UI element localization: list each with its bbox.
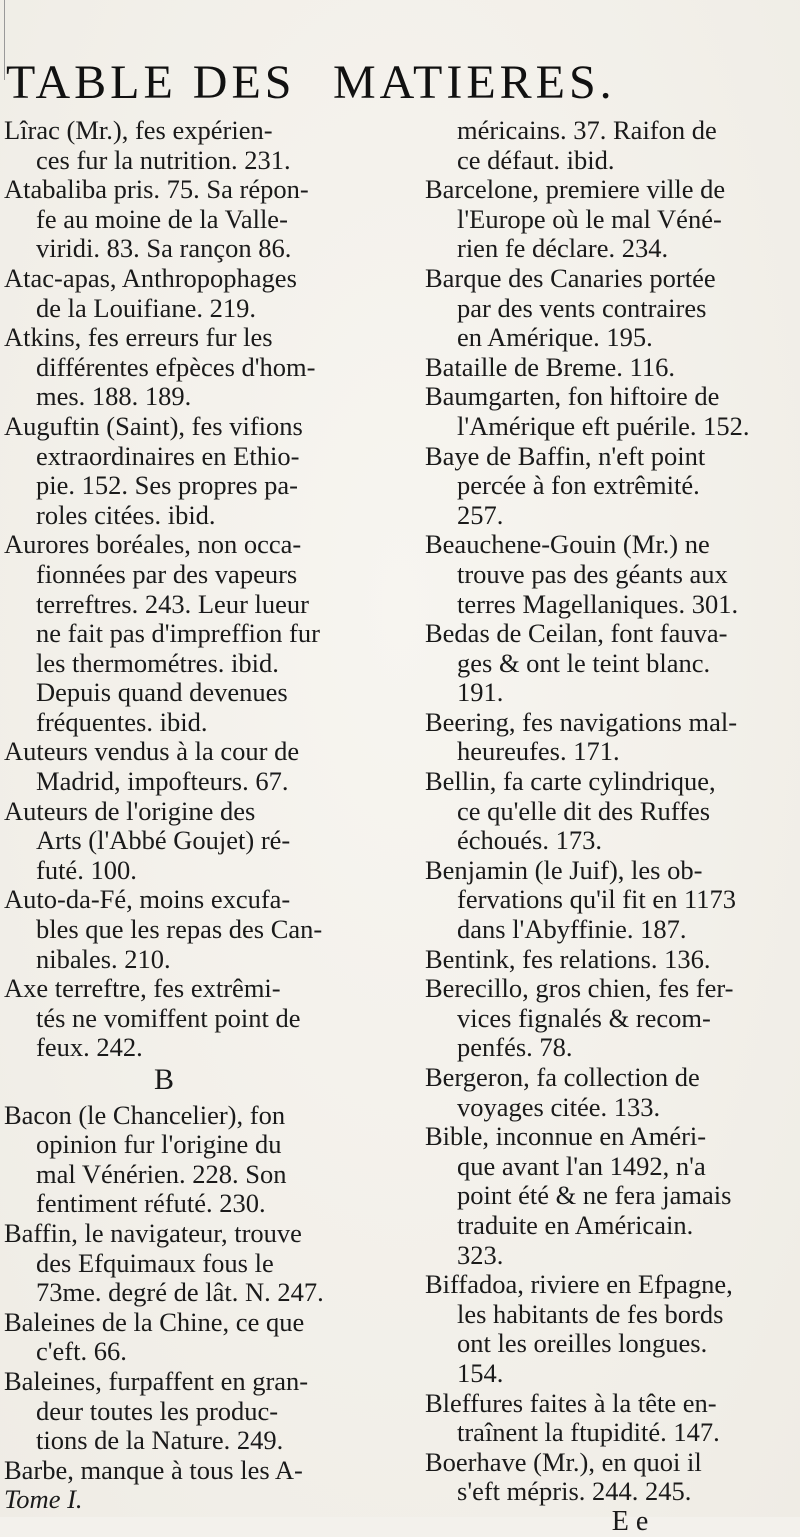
index-entry-line: voyages citée. 133. bbox=[457, 1091, 661, 1122]
index-entry-line: viridi. 83. Sa rançon 86. bbox=[36, 233, 292, 264]
index-entry bbox=[425, 619, 795, 708]
index-entry-line: Boerhave (Mr.), en quoi il bbox=[425, 1446, 702, 1477]
index-entry-line: 191. bbox=[457, 677, 504, 708]
page-header bbox=[0, 55, 800, 115]
index-entry bbox=[4, 797, 324, 886]
index-entry-line: l'Europe où le mal Véné- bbox=[457, 203, 722, 234]
index-entry-line: que avant l'an 1492, n'a bbox=[457, 1150, 706, 1181]
index-entry bbox=[4, 1367, 324, 1456]
index-entry-line: Berecillo, gros chien, fes fer- bbox=[425, 973, 734, 1004]
index-entry bbox=[425, 1122, 795, 1270]
index-entry-line: fe au moine de la Valle- bbox=[36, 203, 288, 234]
index-entry-line: vices fignalés & recom- bbox=[457, 1002, 711, 1033]
index-entry-line: Aurores boréales, non occa- bbox=[4, 529, 302, 560]
index-entry-line: Bataille de Breme. 116. bbox=[425, 351, 675, 382]
index-entry-line: ont les oreilles longues. bbox=[457, 1328, 708, 1359]
index-entry-line: futé. 100. bbox=[36, 854, 137, 885]
index-entry-line: Barcelone, premiere ville de bbox=[425, 174, 726, 205]
index-entry-line: Bacon (le Chancelier), fon bbox=[4, 1099, 286, 1130]
index-entry-line: Atac-apas, Anthropophages bbox=[4, 262, 297, 293]
index-entry-line: Bible, inconnue en Améri- bbox=[425, 1121, 707, 1152]
index-entry bbox=[4, 1456, 324, 1486]
index-entry-line: des Efquimaux fous le bbox=[36, 1247, 274, 1278]
index-entry-line: Beering, fes navigations mal- bbox=[425, 706, 738, 737]
index-entry-line: Atabaliba pris. 75. Sa répon- bbox=[4, 174, 309, 205]
index-entry-line: Auteurs vendus à la cour de bbox=[4, 736, 300, 767]
index-entry-line: terreftres. 243. Leur lueur bbox=[36, 588, 309, 619]
index-entry-line: Bentink, fes relations. 136. bbox=[425, 943, 711, 974]
index-entry bbox=[425, 530, 795, 619]
index-entry-line: Baffin, le navigateur, trouve bbox=[4, 1217, 302, 1248]
index-entry-line: Barque des Canaries portée bbox=[425, 262, 716, 293]
index-entry-line: fervations qu'il fit en 1173 bbox=[457, 884, 737, 915]
index-entry bbox=[4, 175, 324, 264]
index-entry-line: opinion fur l'origine du bbox=[36, 1129, 282, 1160]
index-entry-line: les thermométres. ibid. bbox=[36, 647, 279, 678]
index-entry bbox=[425, 1270, 795, 1388]
index-entry-line: feux. 242. bbox=[36, 1032, 143, 1063]
index-entry-line: Auguftin (Saint), fes vifions bbox=[4, 410, 303, 441]
index-entry bbox=[425, 1448, 795, 1507]
index-entry-line: percée à fon extrêmité. bbox=[457, 470, 700, 501]
index-entry-line: fionnées par des vapeurs bbox=[36, 558, 298, 589]
index-entry-line: Depuis quand devenues bbox=[36, 677, 288, 708]
index-entry-line: point été & ne fera jamais bbox=[457, 1180, 732, 1211]
index-entry-line: s'eft mépris. 244. 245. bbox=[457, 1476, 692, 1507]
index-entry-line: fréquentes. ibid. bbox=[36, 706, 208, 737]
index-entry-line: traînent la ftupidité. 147. bbox=[457, 1417, 720, 1448]
index-entry bbox=[425, 175, 795, 264]
index-entry-line: l'Amérique eft puérile. 152. bbox=[457, 410, 750, 441]
index-entry bbox=[4, 1308, 324, 1367]
index-entry-line: Bellin, fa carte cylindrique, bbox=[425, 766, 716, 797]
index-entry-line: ges & ont le teint blanc. bbox=[457, 647, 711, 678]
index-entry bbox=[425, 382, 795, 441]
index-entry-line: Bedas de Ceilan, font fauva- bbox=[425, 618, 728, 649]
index-entry-line: pie. 152. Ses propres pa- bbox=[36, 470, 298, 501]
index-entry bbox=[425, 1389, 795, 1448]
index-entry-line: traduite en Américain. bbox=[457, 1209, 694, 1240]
index-entry-line: Lîrac (Mr.), fes expérien- bbox=[4, 115, 273, 145]
index-entry-line: Biffadoa, riviere en Efpagne, bbox=[425, 1269, 733, 1300]
index-entry bbox=[425, 974, 795, 1063]
index-entry bbox=[425, 856, 795, 945]
index-entry-line: 323. bbox=[457, 1239, 504, 1270]
index-entry bbox=[4, 885, 324, 974]
index-entry-line: ce défaut. ibid. bbox=[457, 144, 615, 175]
index-entry bbox=[425, 708, 795, 767]
index-entry-line: ce qu'elle dit des Ruffes bbox=[457, 795, 711, 826]
index-entry-line: différentes efpèces d'hom- bbox=[36, 351, 316, 382]
left-column bbox=[4, 116, 324, 1515]
index-entry-line: 257. bbox=[457, 499, 504, 530]
index-entry-line: échoués. 173. bbox=[457, 825, 602, 856]
index-entry-line: Baumgarten, fon hiftoire de bbox=[425, 381, 720, 412]
index-entry-line: c'eft. 66. bbox=[36, 1336, 127, 1367]
index-entry-line: Axe terreftre, fes extrêmi- bbox=[4, 973, 281, 1004]
header-left: TABLE DES bbox=[6, 56, 296, 109]
index-entry-line: par des vents contraires bbox=[457, 292, 707, 323]
index-entry-line: extraordinaires en Ethio- bbox=[36, 440, 300, 471]
index-entry-line: Auteurs de l'origine des bbox=[4, 795, 256, 826]
index-entry-line: tions de la Nature. 249. bbox=[36, 1425, 284, 1456]
index-entry-line: ces fur la nutrition. 231. bbox=[36, 144, 291, 175]
index-entry-line: Baleines de la Chine, ce que bbox=[4, 1306, 305, 1337]
index-entry-line: tés ne vomiffent point de bbox=[36, 1002, 301, 1033]
index-entry-line: de la Louifiane. 219. bbox=[36, 292, 257, 323]
index-entry-line: 73me. degré de lât. N. 247. bbox=[36, 1277, 324, 1308]
index-entry-line: deur toutes les produc- bbox=[36, 1395, 279, 1426]
index-entry-line: en Amérique. 195. bbox=[457, 322, 653, 353]
index-entry-line: les habitants de fes bords bbox=[457, 1298, 724, 1329]
index-entry-line: Madrid, impofteurs. 67. bbox=[36, 766, 289, 797]
index-entry bbox=[4, 412, 324, 530]
index-entry-line: Atkins, fes erreurs fur les bbox=[4, 322, 273, 353]
index-entry-line: mal Vénérien. 228. Son bbox=[36, 1158, 287, 1189]
section-letter: B bbox=[153, 1063, 174, 1096]
index-entry-line: Bleffures faites à la tête en- bbox=[425, 1387, 717, 1418]
index-entry-line: ne fait pas d'impreffion fur bbox=[36, 618, 320, 649]
index-entry bbox=[4, 323, 324, 412]
index-entry-line: mes. 188. 189. bbox=[36, 381, 192, 412]
index-entry bbox=[425, 442, 795, 531]
gathering-signature: E e bbox=[611, 1505, 649, 1537]
index-entry-line: trouve pas des géants aux bbox=[457, 558, 728, 589]
index-entry bbox=[425, 264, 795, 353]
index-entry bbox=[4, 1219, 324, 1308]
index-entry bbox=[4, 530, 324, 737]
index-entry bbox=[425, 116, 795, 175]
index-entry bbox=[425, 767, 795, 856]
index-entry-line: terres Magellaniques. 301. bbox=[457, 588, 739, 619]
index-entry bbox=[425, 353, 795, 383]
index-entry bbox=[4, 974, 324, 1063]
index-entry bbox=[425, 1063, 795, 1122]
index-entry bbox=[4, 116, 324, 175]
index-entry-line: Benjamin (le Juif), les ob- bbox=[425, 854, 703, 885]
index-entry-line: Barbe, manque à tous les A- bbox=[4, 1454, 303, 1485]
right-column bbox=[425, 116, 795, 1537]
index-entry-line: rien fe déclare. 234. bbox=[457, 233, 669, 264]
index-entry-line: dans l'Abyffinie. 187. bbox=[457, 914, 687, 945]
index-entry-line: bles que les repas des Can- bbox=[36, 914, 323, 945]
index-entry-line: Baleines, furpaffent en gran- bbox=[4, 1365, 309, 1396]
index-entry bbox=[4, 737, 324, 796]
index-entry-line: fentiment réfuté. 230. bbox=[36, 1188, 266, 1219]
index-entry bbox=[4, 1101, 324, 1219]
index-entry bbox=[425, 945, 795, 975]
index-entry-line: heureufes. 171. bbox=[457, 736, 620, 767]
index-entry-line: penfés. 78. bbox=[457, 1032, 573, 1063]
index-entry-line: Baye de Baffin, n'eft point bbox=[425, 440, 706, 471]
index-entry-line: Beauchene-Gouin (Mr.) ne bbox=[425, 529, 710, 560]
index-entry-line: Arts (l'Abbé Goujet) ré- bbox=[36, 825, 291, 856]
volume-signature: Tome I. bbox=[4, 1484, 83, 1515]
header-right: MATIERES. bbox=[333, 56, 616, 109]
index-entry-line: Auto-da-Fé, moins excufa- bbox=[4, 884, 291, 915]
index-entry-line: Bergeron, fa collection de bbox=[425, 1062, 700, 1092]
index-entry bbox=[4, 264, 324, 323]
index-entry-line: méricains. 37. Raifon de bbox=[457, 115, 717, 145]
index-entry-line: 154. bbox=[457, 1357, 504, 1388]
index-entry-line: roles citées. ibid. bbox=[36, 499, 216, 530]
index-entry-line: nibales. 210. bbox=[36, 943, 171, 974]
